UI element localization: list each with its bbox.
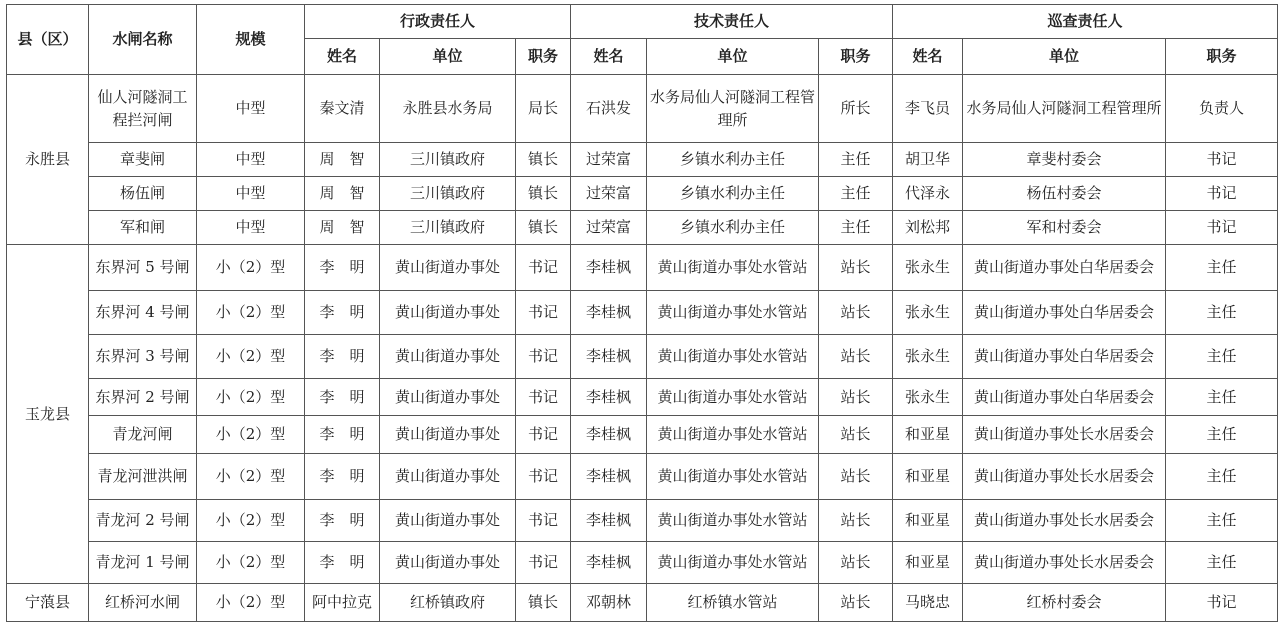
table-row xyxy=(7,584,1278,622)
tech-name-cell: 李桂枫 xyxy=(571,379,647,416)
tech-position-cell: 站长 xyxy=(819,500,893,542)
header-admin-unit: 单位 xyxy=(380,39,516,75)
table-row xyxy=(7,245,1278,291)
tech-position-cell: 站长 xyxy=(819,335,893,379)
tech-unit-cell: 黄山街道办事处水管站 xyxy=(647,245,819,291)
patrol-unit-cell: 黄山街道办事处长水居委会 xyxy=(963,454,1166,500)
tech-name-cell: 李桂枫 xyxy=(571,416,647,454)
admin-name-cell: 阿中拉克 xyxy=(305,584,380,622)
table-row xyxy=(7,416,1278,454)
patrol-position-cell: 主任 xyxy=(1166,291,1278,335)
tech-name-cell: 过荣富 xyxy=(571,143,647,177)
header-patrol-unit: 单位 xyxy=(963,39,1166,75)
admin-position-cell: 书记 xyxy=(516,416,571,454)
patrol-name-cell: 和亚星 xyxy=(893,416,963,454)
county-cell: 永胜县 xyxy=(7,75,89,245)
admin-name-cell: 秦文清 xyxy=(305,75,380,143)
admin-name-cell: 李 明 xyxy=(305,245,380,291)
patrol-position-cell: 主任 xyxy=(1166,500,1278,542)
patrol-position-cell: 书记 xyxy=(1166,177,1278,211)
admin-name-cell: 李 明 xyxy=(305,500,380,542)
patrol-name-cell: 李飞员 xyxy=(893,75,963,143)
sluice-name-cell: 青龙河闸 xyxy=(89,416,197,454)
admin-unit-cell: 黄山街道办事处 xyxy=(380,416,516,454)
admin-unit-cell: 黄山街道办事处 xyxy=(380,500,516,542)
tech-position-cell: 站长 xyxy=(819,454,893,500)
scale-cell: 中型 xyxy=(197,177,305,211)
scale-cell: 小（2）型 xyxy=(197,379,305,416)
header-admin-position: 职务 xyxy=(516,39,571,75)
tech-unit-cell: 黄山街道办事处水管站 xyxy=(647,291,819,335)
patrol-unit-cell: 杨伍村委会 xyxy=(963,177,1166,211)
scale-cell: 小（2）型 xyxy=(197,416,305,454)
table-row xyxy=(7,500,1278,542)
county-cell: 玉龙县 xyxy=(7,245,89,584)
patrol-unit-cell: 黄山街道办事处白华居委会 xyxy=(963,335,1166,379)
admin-name-cell: 李 明 xyxy=(305,335,380,379)
tech-position-cell: 主任 xyxy=(819,211,893,245)
patrol-name-cell: 刘松邦 xyxy=(893,211,963,245)
tech-unit-cell: 乡镇水利办主任 xyxy=(647,143,819,177)
patrol-unit-cell: 章斐村委会 xyxy=(963,143,1166,177)
tech-name-cell: 石洪发 xyxy=(571,75,647,143)
header-patrol-name: 姓名 xyxy=(893,39,963,75)
header-patrol-position: 职务 xyxy=(1166,39,1278,75)
admin-name-cell: 李 明 xyxy=(305,542,380,584)
patrol-position-cell: 书记 xyxy=(1166,584,1278,622)
sluice-name-cell: 青龙河 2 号闸 xyxy=(89,500,197,542)
header-admin-name: 姓名 xyxy=(305,39,380,75)
scale-cell: 小（2）型 xyxy=(197,584,305,622)
tech-position-cell: 站长 xyxy=(819,416,893,454)
header-county: 县（区） xyxy=(7,5,89,75)
patrol-position-cell: 书记 xyxy=(1166,211,1278,245)
admin-unit-cell: 红桥镇政府 xyxy=(380,584,516,622)
tech-name-cell: 李桂枫 xyxy=(571,291,647,335)
admin-unit-cell: 三川镇政府 xyxy=(380,211,516,245)
tech-unit-cell: 黄山街道办事处水管站 xyxy=(647,542,819,584)
tech-name-cell: 李桂枫 xyxy=(571,542,647,584)
admin-position-cell: 镇长 xyxy=(516,143,571,177)
admin-unit-cell: 黄山街道办事处 xyxy=(380,245,516,291)
table-row xyxy=(7,454,1278,500)
tech-position-cell: 主任 xyxy=(819,177,893,211)
patrol-name-cell: 张永生 xyxy=(893,335,963,379)
tech-position-cell: 所长 xyxy=(819,75,893,143)
admin-unit-cell: 黄山街道办事处 xyxy=(380,454,516,500)
tech-position-cell: 站长 xyxy=(819,245,893,291)
scale-cell: 小（2）型 xyxy=(197,500,305,542)
sluice-name-cell: 东界河 3 号闸 xyxy=(89,335,197,379)
sluice-name-cell: 红桥河水闸 xyxy=(89,584,197,622)
admin-position-cell: 镇长 xyxy=(516,584,571,622)
scale-cell: 小（2）型 xyxy=(197,454,305,500)
patrol-name-cell: 张永生 xyxy=(893,291,963,335)
tech-name-cell: 李桂枫 xyxy=(571,500,647,542)
tech-position-cell: 站长 xyxy=(819,584,893,622)
patrol-position-cell: 主任 xyxy=(1166,379,1278,416)
patrol-position-cell: 主任 xyxy=(1166,454,1278,500)
patrol-unit-cell: 水务局仙人河隧洞工程管理所 xyxy=(963,75,1166,143)
county-cell: 宁蒗县 xyxy=(7,584,89,622)
table-row xyxy=(7,335,1278,379)
patrol-position-cell: 主任 xyxy=(1166,245,1278,291)
tech-unit-cell: 水务局仙人河隧洞工程管理所 xyxy=(647,75,819,143)
sluice-name-cell: 东界河 4 号闸 xyxy=(89,291,197,335)
admin-position-cell: 书记 xyxy=(516,335,571,379)
header-tech-position: 职务 xyxy=(819,39,893,75)
tech-name-cell: 李桂枫 xyxy=(571,335,647,379)
patrol-unit-cell: 红桥村委会 xyxy=(963,584,1166,622)
admin-position-cell: 镇长 xyxy=(516,211,571,245)
tech-name-cell: 邓朝林 xyxy=(571,584,647,622)
table-row xyxy=(7,177,1278,211)
tech-unit-cell: 黄山街道办事处水管站 xyxy=(647,500,819,542)
patrol-unit-cell: 黄山街道办事处长水居委会 xyxy=(963,542,1166,584)
sluice-name-cell: 东界河 2 号闸 xyxy=(89,379,197,416)
admin-unit-cell: 黄山街道办事处 xyxy=(380,335,516,379)
admin-unit-cell: 黄山街道办事处 xyxy=(380,291,516,335)
tech-position-cell: 站长 xyxy=(819,379,893,416)
sluice-name-cell: 青龙河泄洪闸 xyxy=(89,454,197,500)
tech-name-cell: 李桂枫 xyxy=(571,245,647,291)
table-row xyxy=(7,143,1278,177)
tech-unit-cell: 乡镇水利办主任 xyxy=(647,211,819,245)
table-row xyxy=(7,379,1278,416)
patrol-unit-cell: 黄山街道办事处长水居委会 xyxy=(963,500,1166,542)
scale-cell: 中型 xyxy=(197,143,305,177)
admin-position-cell: 镇长 xyxy=(516,177,571,211)
tech-position-cell: 主任 xyxy=(819,143,893,177)
admin-position-cell: 书记 xyxy=(516,379,571,416)
patrol-unit-cell: 黄山街道办事处白华居委会 xyxy=(963,245,1166,291)
patrol-name-cell: 和亚星 xyxy=(893,454,963,500)
admin-unit-cell: 黄山街道办事处 xyxy=(380,542,516,584)
sluice-name-cell: 青龙河 1 号闸 xyxy=(89,542,197,584)
admin-unit-cell: 黄山街道办事处 xyxy=(380,379,516,416)
scale-cell: 小（2）型 xyxy=(197,335,305,379)
header-tech-unit: 单位 xyxy=(647,39,819,75)
patrol-unit-cell: 军和村委会 xyxy=(963,211,1166,245)
table-row xyxy=(7,291,1278,335)
sluice-name-cell: 仙人河隧洞工程拦河闸 xyxy=(89,75,197,143)
admin-name-cell: 李 明 xyxy=(305,379,380,416)
admin-position-cell: 书记 xyxy=(516,291,571,335)
admin-unit-cell: 永胜县水务局 xyxy=(380,75,516,143)
patrol-name-cell: 和亚星 xyxy=(893,500,963,542)
tech-unit-cell: 乡镇水利办主任 xyxy=(647,177,819,211)
scale-cell: 小（2）型 xyxy=(197,245,305,291)
admin-name-cell: 李 明 xyxy=(305,291,380,335)
patrol-name-cell: 张永生 xyxy=(893,245,963,291)
sluice-name-cell: 军和闸 xyxy=(89,211,197,245)
scale-cell: 中型 xyxy=(197,75,305,143)
table-row xyxy=(7,75,1278,143)
patrol-position-cell: 负责人 xyxy=(1166,75,1278,143)
patrol-name-cell: 张永生 xyxy=(893,379,963,416)
patrol-name-cell: 胡卫华 xyxy=(893,143,963,177)
sluice-name-cell: 章斐闸 xyxy=(89,143,197,177)
patrol-position-cell: 书记 xyxy=(1166,143,1278,177)
patrol-position-cell: 主任 xyxy=(1166,542,1278,584)
tech-position-cell: 站长 xyxy=(819,542,893,584)
header-patrol-group: 巡查责任人 xyxy=(893,5,1278,39)
tech-unit-cell: 红桥镇水管站 xyxy=(647,584,819,622)
header-admin-group: 行政责任人 xyxy=(305,5,571,39)
patrol-name-cell: 马晓忠 xyxy=(893,584,963,622)
tech-name-cell: 过荣富 xyxy=(571,211,647,245)
admin-position-cell: 书记 xyxy=(516,245,571,291)
tech-position-cell: 站长 xyxy=(819,291,893,335)
header-scale: 规模 xyxy=(197,5,305,75)
patrol-position-cell: 主任 xyxy=(1166,335,1278,379)
patrol-unit-cell: 黄山街道办事处白华居委会 xyxy=(963,379,1166,416)
table-row xyxy=(7,211,1278,245)
admin-position-cell: 局长 xyxy=(516,75,571,143)
patrol-name-cell: 和亚星 xyxy=(893,542,963,584)
tech-name-cell: 李桂枫 xyxy=(571,454,647,500)
admin-name-cell: 周 智 xyxy=(305,211,380,245)
admin-name-cell: 周 智 xyxy=(305,177,380,211)
admin-unit-cell: 三川镇政府 xyxy=(380,177,516,211)
tech-unit-cell: 黄山街道办事处水管站 xyxy=(647,379,819,416)
admin-name-cell: 李 明 xyxy=(305,416,380,454)
header-sluice-name: 水闸名称 xyxy=(89,5,197,75)
patrol-position-cell: 主任 xyxy=(1166,416,1278,454)
tech-unit-cell: 黄山街道办事处水管站 xyxy=(647,335,819,379)
header-row-group xyxy=(7,5,1278,39)
table-body xyxy=(7,75,1278,622)
sluice-name-cell: 东界河 5 号闸 xyxy=(89,245,197,291)
tech-name-cell: 过荣富 xyxy=(571,177,647,211)
admin-position-cell: 书记 xyxy=(516,542,571,584)
scale-cell: 小（2）型 xyxy=(197,291,305,335)
header-tech-name: 姓名 xyxy=(571,39,647,75)
scale-cell: 中型 xyxy=(197,211,305,245)
table-row xyxy=(7,542,1278,584)
patrol-unit-cell: 黄山街道办事处白华居委会 xyxy=(963,291,1166,335)
tech-unit-cell: 黄山街道办事处水管站 xyxy=(647,454,819,500)
header-tech-group: 技术责任人 xyxy=(571,5,893,39)
scale-cell: 小（2）型 xyxy=(197,542,305,584)
admin-position-cell: 书记 xyxy=(516,454,571,500)
admin-name-cell: 李 明 xyxy=(305,454,380,500)
patrol-name-cell: 代泽永 xyxy=(893,177,963,211)
patrol-unit-cell: 黄山街道办事处长水居委会 xyxy=(963,416,1166,454)
admin-name-cell: 周 智 xyxy=(305,143,380,177)
tech-unit-cell: 黄山街道办事处水管站 xyxy=(647,416,819,454)
sluice-responsibility-table xyxy=(6,4,1278,622)
sluice-name-cell: 杨伍闸 xyxy=(89,177,197,211)
admin-position-cell: 书记 xyxy=(516,500,571,542)
admin-unit-cell: 三川镇政府 xyxy=(380,143,516,177)
